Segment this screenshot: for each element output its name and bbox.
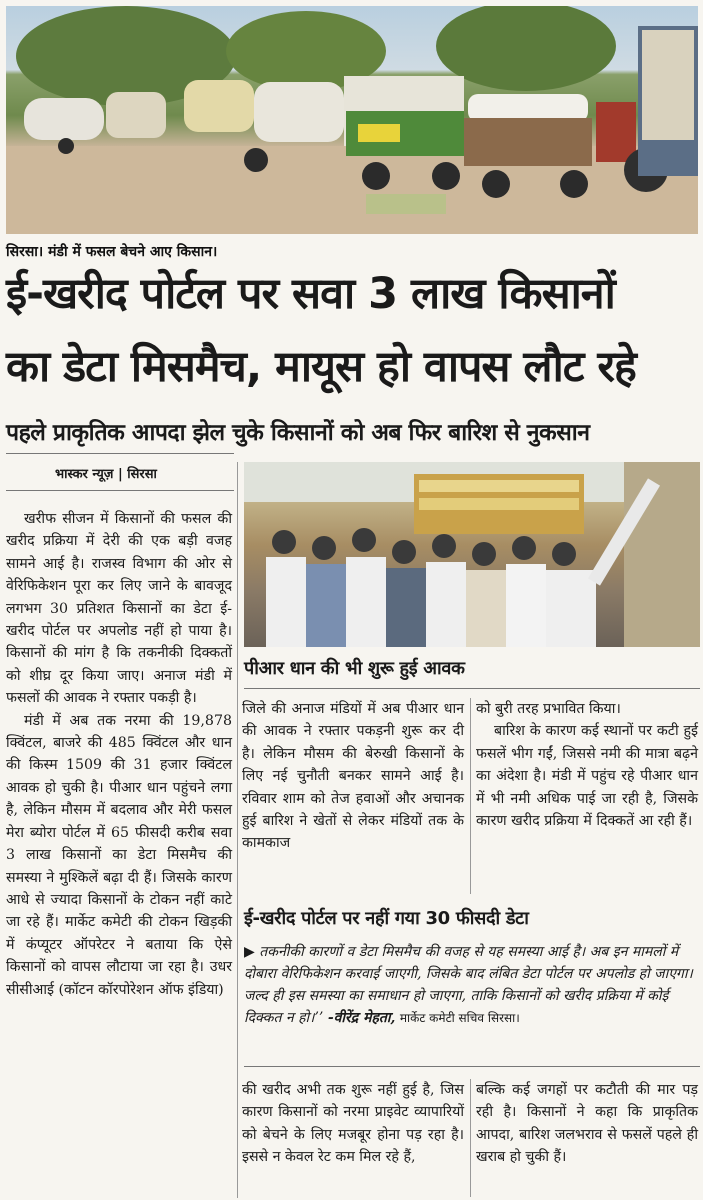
top-photo-trucks xyxy=(6,6,698,234)
subheadline: पहले प्राकृतिक आपदा झेल चुके किसानों को अब फिर बारिश से नुकसान xyxy=(6,420,590,446)
section1-paragraph-b1: को बुरी तरह प्रभावित किया। xyxy=(476,701,621,717)
article-column-1 xyxy=(6,508,232,1001)
market-crowd-photo xyxy=(244,462,700,647)
section-heading-pr-paddy: पीआर धान की भी शुरू हुई आवक xyxy=(244,658,465,679)
section2-paragraph-b: बल्कि कई जगहों पर कटौती की मार पड़ रही है। किसानों ने कहा कि प्राकृतिक आपदा, बारिश जलभराव से फसलें पहले ही खराब हो चुकी हैं। xyxy=(476,1082,698,1166)
trucks-illustration xyxy=(6,6,698,234)
byline-separator: | xyxy=(117,467,128,482)
byline-agency: भास्कर न्यूज़ xyxy=(55,467,114,482)
divider xyxy=(244,688,700,689)
column-divider xyxy=(237,462,238,1198)
headline-line-1: ई-खरीद पोर्टल पर सवा 3 लाख किसानों xyxy=(6,269,615,319)
divider xyxy=(6,490,234,491)
section1-paragraph-a: जिले की अनाज मंडियों में अब पीआर धान की आवक ने रफ्तार पकड़नी शुरू कर दी है। लेकिन मौसम की बेरुखी किसानों के लिए नई चुनौती बनकर सामने आई है। रविवार शाम को तेज हवाओं और अचानक हुई बारिश ने खेतों से लेकर मंडियों तक के कामकाज xyxy=(242,701,464,852)
byline xyxy=(55,464,157,482)
quote-marker-icon: ▶ xyxy=(244,944,260,960)
byline-city: सिरसा xyxy=(127,467,157,482)
column1-paragraph-2: मंडी में अब तक नरमा की 19,878 क्विंटल, बाजरे की 485 क्विंटल और धान की किस्म 1509 की 31 हजार क्विंटल आवक हो चुकी है। पीआर धान पहुंचने लगा है, लेकिन मौसम में बदलाव और मेरी फसल मेरा ब्योरा पोर्टल में 65 फीसदी करीब सवा 3 लाख किसानों का डेटा मिसमैच की समस्या ने मुश्किलें बढ़ा दी हैं। जिसके कारण आधे से ज्यादा किसानों के टोकन नहीं काटे जा रहे हैं। मार्केट कमेटी की टोकन खिड़की में कंप्यूटर ऑपरेटर ने बताया कि ऐसे किसानों को वापस लौटाया जा रहा है। उधर सीसीआई (कॉटन कॉरपोरेशन ऑफ इंडिया) xyxy=(6,712,232,998)
section2-paragraph-a: की खरीद अभी तक शुरू नहीं हुई है, जिस कारण किसानों को नरमा प्राइवेट व्यापारियों को बेचने के लिए मजबूर होना पड़ रहा है। इससे न केवल रेट कम मिल रहे हैं, xyxy=(242,1082,464,1166)
photo-caption: सिरसा। मंडी में फसल बेचने आए किसान। xyxy=(6,244,218,260)
crowd-illustration xyxy=(244,462,700,647)
section2-column-b xyxy=(476,1079,698,1169)
section-heading-eprocurement: ई-खरीद पोर्टल पर नहीं गया 30 फीसदी डेटा xyxy=(244,908,529,929)
divider xyxy=(244,1066,700,1067)
official-quote xyxy=(244,941,698,1029)
column1-paragraph-1: खरीफ सीजन में किसानों की फसल की खरीद प्रक्रिया में देरी की एक बड़ी वजह सामने आई है। राजस्व विभाग की ओर से वेरिफिकेशन पूरा कर लिए जाने के बावजूद लगभग 30 प्रतिशत किसानों का डेटा ई-खरीद पोर्टल पर अपलोड नहीं हो पाया है। किसानों की मांग है कि तकनीकी दिक्कतों को शीघ्र दूर किया जाए। अनाज मंडी में फसलों की आवक ने रफ्तार पकड़ी है। xyxy=(6,511,232,707)
headline-line-2: का डेटा मिसमैच, मायूस हो वापस लौट रहे xyxy=(6,342,636,392)
divider xyxy=(6,453,234,454)
section1-column-a xyxy=(242,698,464,855)
section1-paragraph-b2: बारिश के कारण कई स्थानों पर कटी हुई फसलें भीग गईं, जिससे नमी की मात्रा बढ़ने का अंदेशा है। मंडी में पहुंच रहे पीआर धान में भी नमी अधिक पाई जा रही है, जिसके कारण खरीद प्रक्रिया में दिक्कतें आ रही हैं। xyxy=(476,723,698,830)
quote-speaker-role: मार्केट कमेटी सचिव सिरसा। xyxy=(399,1011,520,1025)
quote-text: तकनीकी कारणों व डेटा मिसमैच की वजह से यह समस्या आई है। अब इन मामलों में दोबारा वेरिफिकेशन करवाई जाएगी, जिसके बाद लंबित डेटा पोर्टल पर अपलोड हो जाएगा। जल्द ही इस समस्या का समाधान हो जाएगा, ताकि किसानों को खरीद प्रक्रिया में कोई दिक्कत न हो।’’ xyxy=(244,944,693,1026)
column-divider xyxy=(470,1079,471,1197)
section1-column-b xyxy=(476,698,698,832)
quote-speaker: -वीरेंद्र मेहता, xyxy=(327,1010,396,1026)
section2-column-a xyxy=(242,1079,464,1169)
column-divider xyxy=(470,698,471,894)
